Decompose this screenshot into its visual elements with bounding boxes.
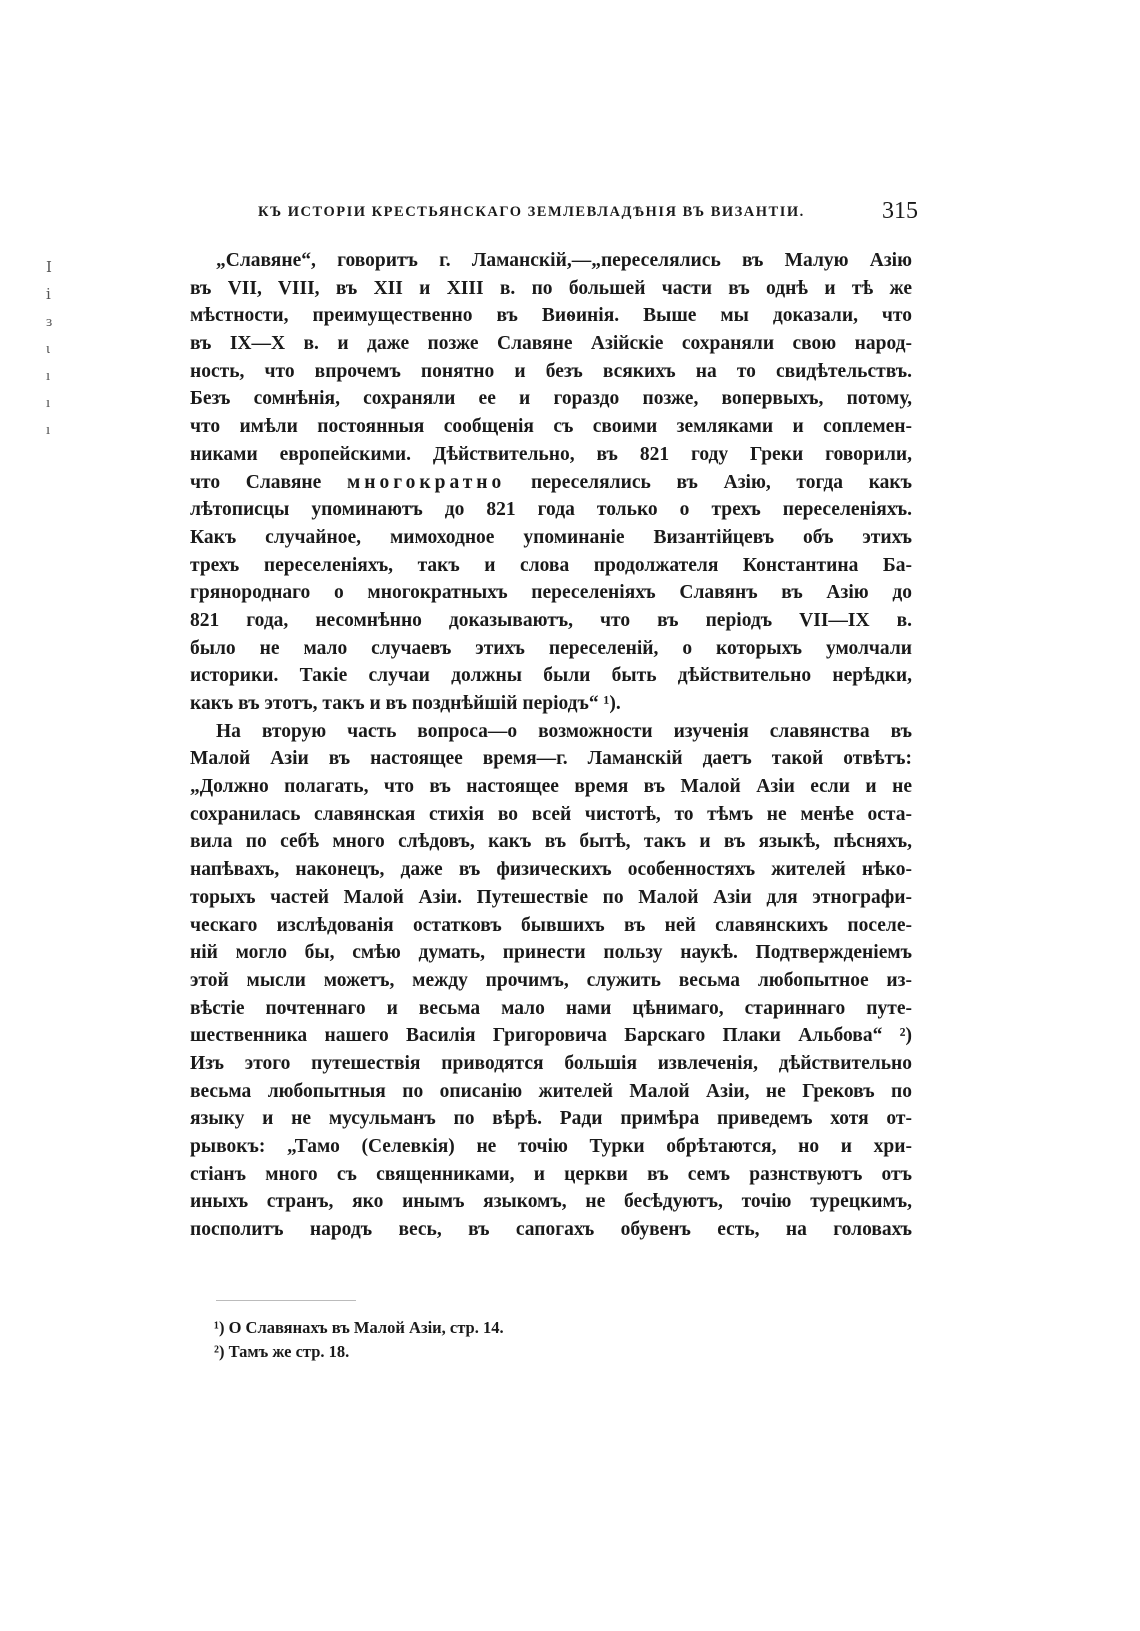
text-line: что имѣли постоянныя сообщенія съ своими земляками и соплемен- [190,416,912,438]
text-line: ній могло бы, смѣю думать, принести пользу наукѣ. Подтвержденіемъ [190,942,912,964]
margin-mark: Ⅰ [46,260,52,276]
text-line: ческаго изслѣдованія остатковъ бывшихъ въ ней славянскихъ поселе- [190,914,912,936]
running-title: КЪ ИСТОРІИ КРЕСТЬЯНСКАГО ЗЕМЛЕВЛАДѢНІЯ ВЪ ВИЗАНТІИ. [258,204,805,220]
text-line: „Славяне“, говоритъ г. Ламанскій,—„переселялись въ Малую Азію [216,250,912,271]
footnotes [214,1316,504,1364]
text-line: „Должно полагать, что въ настоящее время въ Малой Азіи если и не [190,776,912,798]
text-line: иныхъ странъ, яко инымъ языкомъ, не бесѣдуютъ, точію турецкимъ, [190,1191,912,1213]
margin-mark: ⅰ [46,287,51,303]
text-line: посполитъ народъ весь, въ сапогахъ обувенъ есть, на головахъ [190,1219,912,1241]
text-line: весьма любопытныя по описанію жителей Малой Азіи, не Грековъ по [190,1080,912,1102]
text-line: рывокъ: „Тамо (Селевкія) не точію Турки обрѣтаются, но и хри- [190,1136,912,1157]
margin-mark: ɩ [46,341,51,357]
footnote-2: ²) Тамъ же стр. 18. [214,1342,350,1361]
spaced-emphasis: многократно [346,471,506,493]
margin-marks [46,255,58,444]
text-line: ность, что впрочемъ понятно и безъ всякихъ на то свидѣтельствъ. [190,360,912,382]
text-line: языку и не мусульманъ по вѣрѣ. Ради примѣра приведемъ хотя от- [190,1108,912,1130]
text-segment: что Славяне [190,471,347,493]
text-line: въ IX—X в. и даже позже Славяне Азійскіе сохраняли свою народ- [190,333,912,355]
text-line: Малой Азіи въ настоящее время—г. Ламанскій даетъ такой отвѣтъ: [190,748,912,770]
margin-mark: ɜ [46,314,53,330]
text-line: мѣстности, преимущественно въ Виѳинія. Выше мы доказали, что [190,305,912,327]
text-line: было не мало случаевъ этихъ переселеній, о которыхъ умолчали [190,637,912,659]
margin-mark: ı [46,422,51,438]
footnote-1: ¹) О Славянахъ въ Малой Азіи, стр. 14. [214,1318,504,1337]
text-line: стіанъ много съ священниками, и церкви въ семъ разнствуютъ отъ [190,1163,912,1185]
text-line: историки. Такіе случаи должны были быть дѣйствительно нерѣдки, [190,665,912,687]
margin-mark: ı [46,395,51,411]
text-segment: переселялись въ Азію, тогда какъ [505,471,913,493]
text-line: лѣтописцы упоминаютъ до 821 года только о трехъ переселеніяхъ. [190,499,912,521]
page-number: 315 [882,198,918,224]
text-line: какъ въ этотъ, такъ и въ позднѣйшій періодъ“ ¹). [190,693,621,714]
text-line: напѣвахъ, наконецъ, даже въ физическихъ особенностяхъ жителей нѣко- [190,859,912,881]
text-line: сохранилась славянская стихія во всей чистотѣ, то тѣмъ не менѣе оста- [190,803,912,825]
text-line: вила по себѣ много слѣдовъ, какъ въ бытѣ, такъ и въ языкѣ, пѣсняхъ, [190,831,912,853]
text-line: Изъ этого путешествія приводятся большія извлеченія, дѣйствительно [190,1052,912,1074]
running-header [258,198,918,228]
paragraph-start: На вторую часть вопроса—о возможности изученія славянства въ [216,720,912,742]
margin-mark: ı [46,368,51,384]
body-text [190,247,912,1244]
text-line: Какъ случайное, мимоходное упоминаніе Византійцевъ объ этихъ [190,526,912,548]
text-line: 821 года, несомнѣнно доказываютъ, что въ періодъ VII—IX в. [190,609,912,631]
text-line: торыхъ частей Малой Азіи. Путешествіе по Малой Азіи для этнографи- [190,886,912,908]
text-line: Безъ сомнѣнія, сохраняли ее и гораздо позже, вопервыхъ, потому, [190,388,912,410]
text-line: никами европейскими. Дѣйствительно, въ 821 году Греки говорили, [190,443,912,465]
text-line: шественника нашего Василія Григоровича Барскаго Плаки Альбова“ ²) [190,1025,912,1047]
text-line: въ VII, VIII, въ XII и XIII в. по большей части въ однѣ и тѣ же [190,277,912,299]
text-line: грянороднаго о многократныхъ переселеніяхъ Славянъ въ Азію до [190,582,912,604]
text-line: трехъ переселеніяхъ, такъ и слова продолжателя Константина Ба- [190,554,912,576]
text-line: вѣстіе почтеннаго и весьма мало нами цѣнимаго, стариннаго путе- [190,997,912,1019]
text-line: этой мысли можетъ, между прочимъ, служить весьма любопытное из- [190,969,912,991]
footnote-divider [216,1300,356,1301]
text-line-spaced [190,469,912,497]
